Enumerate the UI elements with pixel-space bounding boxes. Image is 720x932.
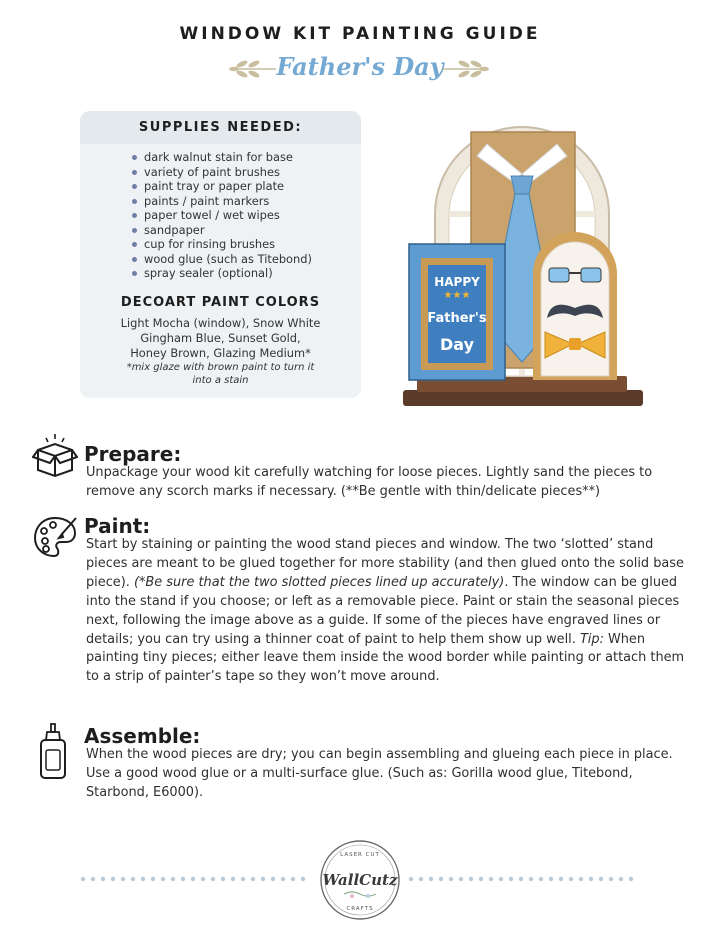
paint-palette-icon (32, 514, 78, 560)
paint-colors-text: Light Mocha (window), Snow White Gingham Blue, Sunset Gold, Honey Brown, Glazing Medium* (120, 315, 321, 360)
list-item: dark walnut stain for base (132, 150, 361, 165)
prepare-text: Unpackage your wood kit carefully watching for loose pieces. Lightly sand the pieces to remove any scorch marks if necessary. (**Be gentle with thin/delicate pieces**) (86, 465, 653, 499)
glue-bottle-icon (36, 722, 70, 782)
assemble-text: When the wood pieces are dry; you can begin assembling and glueing each piece in place. Use a good wood glue or a multi-surface glue. (Such as: Gorilla wood glue, Titebond, Starbond, E6000). (86, 747, 673, 800)
bullet-icon (132, 170, 137, 175)
paint-text: Start by staining or painting the wood stand pieces and window. The two ‘slotted’ stand pieces are meant to be glued together for more stability (and then glued onto the solid base piece). (*Be sure that the two slotted pieces lined up accurately). The window can be glued into the stand if you choose; or left as a removable piece. Paint or stain the seasonal pieces next, following the image above as a guide. If some of the pieces have engraved lines or details; you can try using a thinner coat of paint to help them show up well. Tip: When painting tiny pieces; either leave them inside the wood border while painting or attach them to a strip of painter’s tape so they won’t move around. (86, 537, 685, 685)
list-item: sandpaper (132, 223, 361, 238)
list-item: cup for rinsing brushes (132, 237, 361, 252)
wallcutz-logo (318, 838, 402, 922)
logo-main-text: WallCutz (322, 871, 398, 889)
bullet-icon (132, 271, 137, 276)
bullet-icon (132, 242, 137, 247)
sign-stars-icon: ★★★ (443, 290, 471, 301)
page-subtitle: Father's Day (276, 52, 444, 81)
sign-fathers-text: Father's (427, 311, 487, 326)
bullet-icon (132, 213, 137, 218)
open-box-icon (32, 432, 78, 478)
page-title: WINDOW KIT PAINTING GUIDE (179, 24, 541, 44)
product-image (395, 104, 650, 414)
paint-colors-heading: DECOART PAINT COLORS (120, 294, 321, 310)
bullet-icon (132, 155, 137, 160)
leaf-sprig-right-icon (440, 56, 490, 82)
dotted-divider-right (408, 876, 640, 882)
sign-day-text: Day (439, 335, 475, 354)
sign-happy-text: HAPPY (434, 275, 480, 289)
bullet-icon (132, 228, 137, 233)
list-item: variety of paint brushes (132, 165, 361, 180)
list-item: spray sealer (optional) (132, 266, 361, 281)
supplies-heading: SUPPLIES NEEDED: (80, 111, 361, 144)
glaze-note: *mix glaze with brown paint to turn it into a stain (126, 361, 315, 386)
prepare-heading: Prepare: (84, 442, 182, 466)
logo-bottom-text: CRAFTS (346, 906, 374, 912)
list-item: paper towel / wet wipes (132, 208, 361, 223)
bullet-icon (132, 184, 137, 189)
bullet-icon (132, 199, 137, 204)
assemble-heading: Assemble: (84, 724, 201, 748)
logo-top-text: LASER CUT (340, 852, 380, 858)
list-item: wood glue (such as Titebond) (132, 252, 361, 267)
supplies-list (80, 144, 361, 281)
bullet-icon (132, 257, 137, 262)
paint-heading: Paint: (84, 514, 151, 538)
subtitle-row (0, 50, 720, 90)
supplies-panel (80, 111, 361, 398)
dotted-divider-left (80, 876, 312, 882)
list-item: paint tray or paper plate (132, 179, 361, 194)
list-item: paints / paint markers (132, 194, 361, 209)
